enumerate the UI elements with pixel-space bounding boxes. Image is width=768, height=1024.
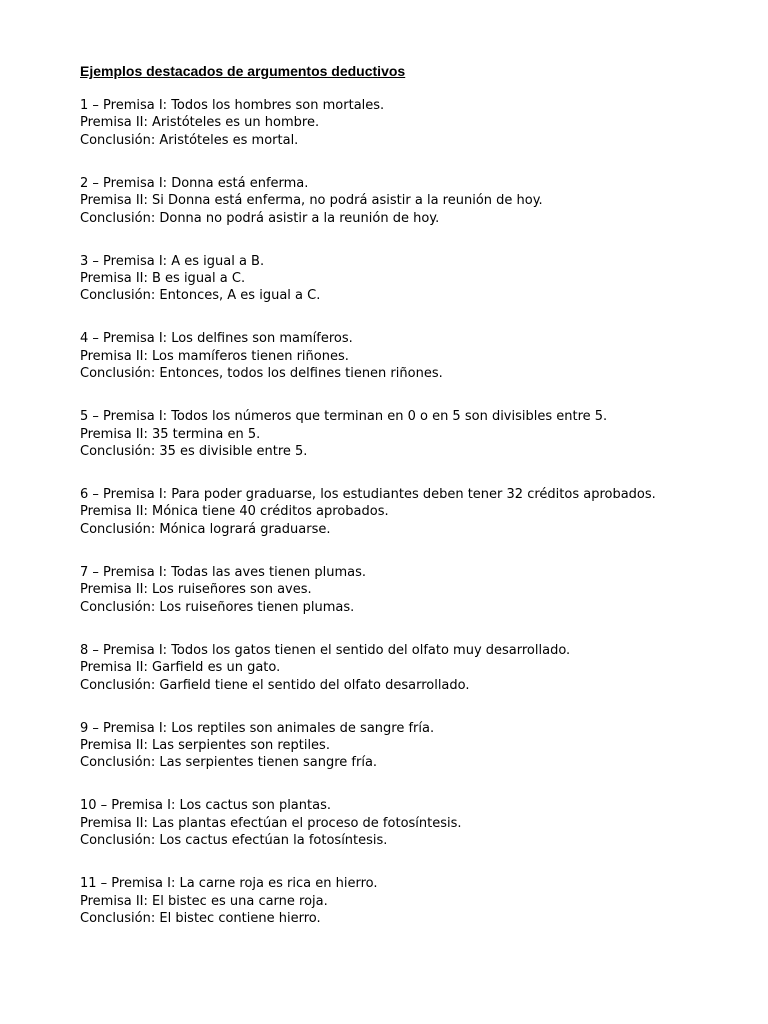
conclusion-line: Conclusión: Garfield tiene el sentido del olfato desarrollado. [80, 677, 470, 693]
example-3 [80, 253, 750, 305]
conclusion-line: Conclusión: Mónica logrará graduarse. [80, 521, 331, 537]
conclusion-line: Conclusión: Los cactus efectúan la fotosíntesis. [80, 833, 388, 849]
example-4 [80, 330, 750, 382]
premise-2-line: Premisa II: Mónica tiene 40 créditos aprobados. [80, 504, 389, 520]
conclusion-line: Conclusión: Entonces, A es igual a C. [80, 288, 321, 304]
example-8 [80, 642, 750, 694]
conclusion-line: Conclusión: Donna no podrá asistir a la reunión de hoy. [80, 210, 440, 226]
premise-1-line: 2 – Premisa I: Donna está enferma. [80, 175, 309, 191]
premise-1-line: 8 – Premisa I: Todos los gatos tienen el sentido del olfato muy desarrollado. [80, 642, 571, 658]
premise-1-line: 5 – Premisa I: Todos los números que terminan en 0 o en 5 son divisibles entre 5. [80, 409, 608, 425]
document-title: Ejemplos destacados de argumentos deductivos [80, 63, 406, 79]
example-7 [80, 564, 750, 616]
premise-2-line: Premisa II: Las serpientes son reptiles. [80, 737, 330, 753]
premise-1-line: 4 – Premisa I: Los delfines son mamíferos. [80, 331, 353, 347]
conclusion-line: Conclusión: Entonces, todos los delfines tienen riñones. [80, 366, 443, 382]
premise-1-line: 11 – Premisa I: La carne roja es rica en hierro. [80, 876, 378, 892]
premise-2-line: Premisa II: 35 termina en 5. [80, 426, 261, 442]
premise-1-line: 10 – Premisa I: Los cactus son plantas. [80, 798, 331, 814]
example-5 [80, 408, 750, 460]
premise-1-line: 7 – Premisa I: Todas las aves tienen plumas. [80, 564, 367, 580]
example-11 [80, 875, 750, 927]
conclusion-line: Conclusión: Los ruiseñores tienen plumas. [80, 599, 355, 615]
example-1 [80, 97, 750, 149]
premise-1-line: 6 – Premisa I: Para poder graduarse, los estudiantes deben tener 32 créditos aprobados. [80, 487, 656, 503]
premise-2-line: Premisa II: Aristóteles es un hombre. [80, 115, 320, 131]
premise-2-line: Premisa II: El bistec es una carne roja. [80, 893, 328, 909]
conclusion-line: Conclusión: Aristóteles es mortal. [80, 132, 299, 148]
example-2 [80, 175, 750, 227]
premise-1-line: 1 – Premisa I: Todos los hombres son mortales. [80, 98, 385, 113]
conclusion-line: Conclusión: 35 es divisible entre 5. [80, 444, 308, 460]
premise-2-line: Premisa II: B es igual a C. [80, 271, 246, 287]
examples-list [80, 97, 750, 953]
example-6 [80, 486, 750, 538]
premise-2-line: Premisa II: Si Donna está enferma, no podrá asistir a la reunión de hoy. [80, 193, 543, 209]
premise-1-line: 9 – Premisa I: Los reptiles son animales de sangre fría. [80, 720, 435, 736]
conclusion-line: Conclusión: El bistec contiene hierro. [80, 910, 321, 926]
premise-2-line: Premisa II: Garfield es un gato. [80, 660, 281, 676]
example-9 [80, 720, 750, 772]
conclusion-line: Conclusión: Las serpientes tienen sangre fría. [80, 755, 378, 771]
example-10 [80, 797, 750, 849]
premise-1-line: 3 – Premisa I: A es igual a B. [80, 253, 265, 269]
premise-2-line: Premisa II: Las plantas efectúan el proceso de fotosíntesis. [80, 815, 462, 831]
premise-2-line: Premisa II: Los mamíferos tienen riñones. [80, 348, 349, 364]
premise-2-line: Premisa II: Los ruiseñores son aves. [80, 582, 312, 598]
